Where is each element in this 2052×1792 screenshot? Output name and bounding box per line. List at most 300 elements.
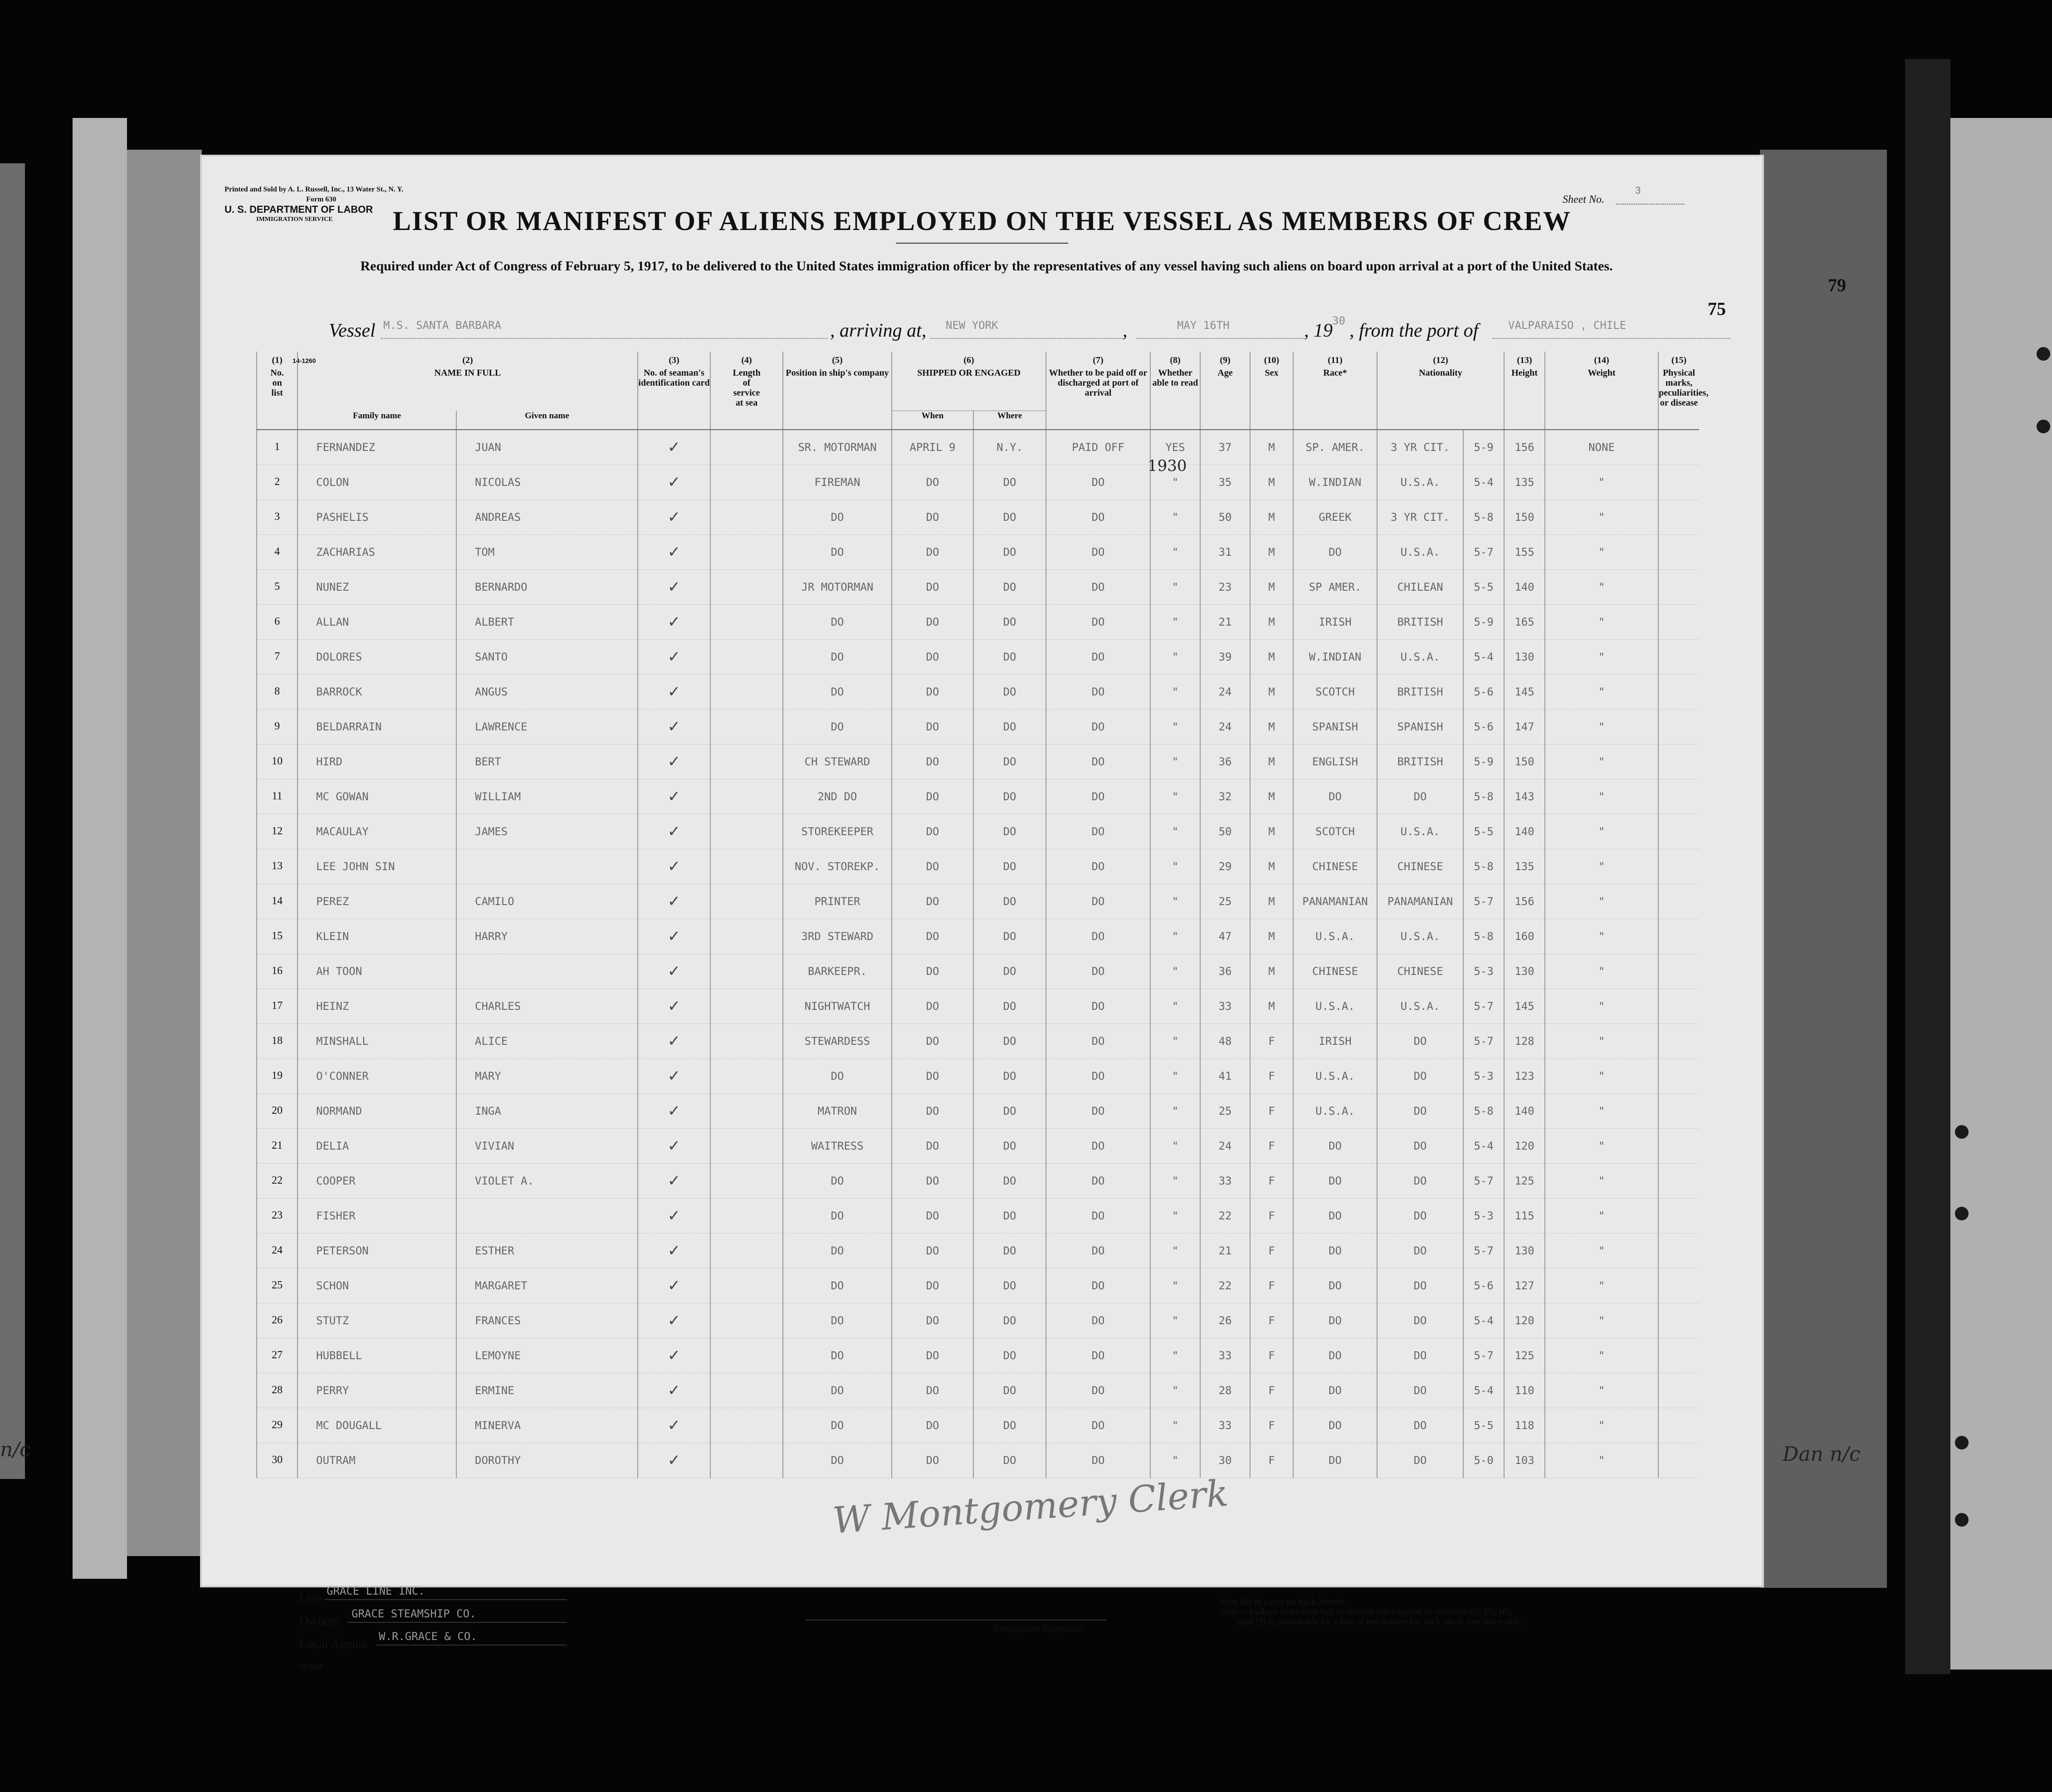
cell-where: DO: [973, 1233, 1046, 1268]
cell-position: NOV. STOREKP.: [783, 849, 892, 884]
cell-weight: 140: [1504, 569, 1545, 604]
cell-age: 31: [1200, 534, 1250, 569]
cell-where: DO: [973, 709, 1046, 744]
col-header-shipped: (6) SHIPPED OR ENGAGED: [892, 352, 1046, 411]
cell-race: SP AMER.: [1293, 569, 1377, 604]
form-subtitle: Required under Act of Congress of February 5, 1917, to be delivered to the United States immigration officer by the representatives of any vessel having such aliens on board upon arrival at a port of the United States.: [360, 259, 1613, 274]
cell-nat: BRITISH: [1377, 604, 1463, 639]
cell-age: 25: [1200, 884, 1250, 919]
cell-family: FERNANDEZ: [298, 430, 456, 465]
cell-where: DO: [973, 1128, 1046, 1163]
cell-race: IRISH: [1293, 604, 1377, 639]
cell-weight: 140: [1504, 814, 1545, 849]
cell-nat: DO: [1377, 1373, 1463, 1408]
cell-sex: M: [1250, 814, 1293, 849]
printer-line: Printed and Sold by A. L. Russell, Inc., 13 Water St., N. Y.: [225, 186, 404, 193]
cell-sex: M: [1250, 639, 1293, 674]
check-icon: ✓: [667, 1241, 681, 1260]
cell-race: PANAMANIAN: [1293, 884, 1377, 919]
cell-where: DO: [973, 674, 1046, 709]
cell-when: DO: [892, 884, 973, 919]
page-number-right: 75: [1708, 299, 1726, 319]
cell-read: ": [1150, 1443, 1200, 1478]
cell-when: DO: [892, 465, 973, 499]
cell-service: [710, 499, 783, 534]
cell-paid: DO: [1046, 1443, 1150, 1478]
cell-sex: F: [1250, 1023, 1293, 1058]
cell-position: JR MOTORMAN: [783, 569, 892, 604]
cell-position: FIREMAN: [783, 465, 892, 499]
cell-where: DO: [973, 884, 1046, 919]
check-icon: ✓: [667, 473, 681, 491]
cell-service: [710, 1408, 783, 1443]
col-header-race: (11) Race*: [1293, 352, 1377, 430]
cell-paid: DO: [1046, 1303, 1150, 1338]
cell-read: ": [1150, 1058, 1200, 1093]
cell-nat: DO: [1377, 1163, 1463, 1198]
cell-extra: [1658, 849, 1699, 884]
cell-nat: CHILEAN: [1377, 569, 1463, 604]
line-label: Line: [299, 1591, 323, 1606]
footnote-fine-2: and (7) is punishable by a fine of ten dollars for each alien. See other side.: [1238, 1617, 1522, 1627]
cell-position: STOREKEEPER: [783, 814, 892, 849]
cell-family: HUBBELL: [298, 1338, 456, 1373]
cell-paid: DO: [1046, 954, 1150, 989]
id-card-check: [638, 1128, 710, 1163]
cell-given: ALBERT: [456, 604, 638, 639]
cell-family: LEE JOHN SIN: [298, 849, 456, 884]
cell-no: 1: [257, 430, 298, 465]
cell-family: PETERSON: [298, 1233, 456, 1268]
table-row: [257, 1093, 1699, 1128]
cell-paid: DO: [1046, 1163, 1150, 1198]
id-card-check: [638, 884, 710, 919]
cell-nat: DO: [1377, 1093, 1463, 1128]
cell-nat: CHINESE: [1377, 954, 1463, 989]
cell-extra: [1658, 919, 1699, 954]
cell-position: NIGHTWATCH: [783, 989, 892, 1023]
id-card-check: [638, 1163, 710, 1198]
cell-age: 24: [1200, 674, 1250, 709]
cell-marks: ": [1545, 534, 1658, 569]
cell-height: 5-9: [1463, 744, 1504, 779]
cell-position: DO: [783, 1338, 892, 1373]
cell-paid: DO: [1046, 1198, 1150, 1233]
cell-age: 21: [1200, 604, 1250, 639]
cell-where: DO: [973, 744, 1046, 779]
cell-given: FRANCES: [456, 1303, 638, 1338]
cell-paid: DO: [1046, 604, 1150, 639]
cell-paid: DO: [1046, 1338, 1150, 1373]
cell-position: SR. MOTORMAN: [783, 430, 892, 465]
cell-service: [710, 674, 783, 709]
cell-age: 26: [1200, 1303, 1250, 1338]
cell-paid: DO: [1046, 569, 1150, 604]
cell-service: [710, 1128, 783, 1163]
cell-height: 5-3: [1463, 1058, 1504, 1093]
cell-extra: [1658, 814, 1699, 849]
cell-sex: M: [1250, 534, 1293, 569]
form-title: LIST OR MANIFEST OF ALIENS EMPLOYED ON THE VESSEL AS MEMBERS OF CREW: [393, 206, 1571, 236]
cell-nat: 3 YR CIT.: [1377, 430, 1463, 465]
cell-no: 5: [257, 569, 298, 604]
check-icon: ✓: [667, 997, 681, 1015]
cell-position: DO: [783, 604, 892, 639]
cell-height: 5-4: [1463, 1303, 1504, 1338]
margin-note-right: Dan n/c: [1783, 1443, 1861, 1466]
cell-service: [710, 1338, 783, 1373]
owners-label: Owners: [299, 1614, 339, 1628]
cell-marks: ": [1545, 989, 1658, 1023]
cell-age: 37: [1200, 430, 1250, 465]
cell-nat: 3 YR CIT.: [1377, 499, 1463, 534]
cell-position: DO: [783, 674, 892, 709]
cell-extra: [1658, 744, 1699, 779]
cell-read: ": [1150, 1373, 1200, 1408]
cell-when: DO: [892, 1163, 973, 1198]
table-row: [257, 1023, 1699, 1058]
cell-height: 5-4: [1463, 1128, 1504, 1163]
cell-no: 15: [257, 919, 298, 954]
cell-nat: U.S.A.: [1377, 534, 1463, 569]
cell-when: DO: [892, 1303, 973, 1338]
cell-where: DO: [973, 534, 1046, 569]
agents-value: W.R.GRACE & CO.: [379, 1630, 477, 1643]
id-card-check: [638, 849, 710, 884]
cell-weight: 165: [1504, 604, 1545, 639]
cell-family: ALLAN: [298, 604, 456, 639]
cell-service: [710, 1233, 783, 1268]
check-icon: ✓: [667, 543, 681, 561]
col-header-service: (4) Length of service at sea: [710, 352, 783, 430]
cell-marks: ": [1545, 1233, 1658, 1268]
table-row: [257, 1338, 1699, 1373]
table-row: [257, 989, 1699, 1023]
cell-family: O'CONNER: [298, 1058, 456, 1093]
cell-age: 33: [1200, 1338, 1250, 1373]
id-card-check: [638, 814, 710, 849]
check-icon: ✓: [667, 857, 681, 876]
cell-no: 20: [257, 1093, 298, 1128]
cell-where: DO: [973, 1303, 1046, 1338]
inspector-label: Immigrant Inspector.: [993, 1623, 1085, 1635]
owners-value: GRACE STEAMSHIP CO.: [352, 1607, 476, 1620]
cell-age: 29: [1200, 849, 1250, 884]
cell-weight: 145: [1504, 989, 1545, 1023]
cell-position: DO: [783, 1443, 892, 1478]
check-icon: ✓: [667, 1206, 681, 1225]
department-label: U. S. DEPARTMENT OF LABOR: [225, 204, 373, 215]
cell-family: SCHON: [298, 1268, 456, 1303]
table-row: [257, 1233, 1699, 1268]
cell-height: 5-8: [1463, 499, 1504, 534]
cell-where: DO: [973, 919, 1046, 954]
cell-nat: DO: [1377, 1338, 1463, 1373]
cell-race: W.INDIAN: [1293, 465, 1377, 499]
id-card-check: [638, 919, 710, 954]
cell-paid: DO: [1046, 1023, 1150, 1058]
comma: ,: [1123, 320, 1128, 341]
cell-given: NICOLAS: [456, 465, 638, 499]
id-card-check: [638, 1233, 710, 1268]
cell-nat: U.S.A.: [1377, 465, 1463, 499]
cell-service: [710, 1268, 783, 1303]
cell-position: DO: [783, 1373, 892, 1408]
cell-no: 9: [257, 709, 298, 744]
cell-marks: ": [1545, 1373, 1658, 1408]
cell-read: ": [1150, 499, 1200, 534]
cell-service: [710, 884, 783, 919]
cell-extra: [1658, 465, 1699, 499]
cell-when: DO: [892, 1023, 973, 1058]
cell-sex: F: [1250, 1128, 1293, 1163]
cell-position: DO: [783, 1198, 892, 1233]
cell-where: DO: [973, 1408, 1046, 1443]
cell-extra: [1658, 1128, 1699, 1163]
cell-read: ": [1150, 709, 1200, 744]
id-card-check: [638, 1093, 710, 1128]
cell-service: [710, 1198, 783, 1233]
cell-no: 29: [257, 1408, 298, 1443]
cell-sex: M: [1250, 884, 1293, 919]
cell-given: CHARLES: [456, 989, 638, 1023]
check-icon: ✓: [667, 752, 681, 771]
cell-when: DO: [892, 569, 973, 604]
cell-given: SANTO: [456, 639, 638, 674]
binder-edge-right: [1905, 59, 1950, 1674]
page-number-left: 79: [1828, 275, 1846, 295]
cell-marks: ": [1545, 919, 1658, 954]
cell-race: DO: [1293, 534, 1377, 569]
cell-service: [710, 919, 783, 954]
cell-family: PEREZ: [298, 884, 456, 919]
cell-age: 32: [1200, 779, 1250, 814]
cell-given: [456, 849, 638, 884]
cell-marks: ": [1545, 954, 1658, 989]
cell-sex: F: [1250, 1338, 1293, 1373]
cell-where: DO: [973, 465, 1046, 499]
cell-family: MC DOUGALL: [298, 1408, 456, 1443]
cell-age: 21: [1200, 1233, 1250, 1268]
cell-family: PASHELIS: [298, 499, 456, 534]
cell-service: [710, 709, 783, 744]
cell-race: W.INDIAN: [1293, 639, 1377, 674]
cell-height: 5-8: [1463, 779, 1504, 814]
cell-sex: M: [1250, 919, 1293, 954]
cell-position: DO: [783, 1058, 892, 1093]
cell-nat: DO: [1377, 1233, 1463, 1268]
cell-weight: 110: [1504, 1373, 1545, 1408]
cell-age: 30: [1200, 1443, 1250, 1478]
check-icon: ✓: [667, 1067, 681, 1085]
cell-race: SPANISH: [1293, 709, 1377, 744]
cell-age: 33: [1200, 1163, 1250, 1198]
punch-hole: [1955, 1436, 1969, 1449]
cell-paid: PAID OFF: [1046, 430, 1150, 465]
id-card-check: [638, 1443, 710, 1478]
cell-when: DO: [892, 1233, 973, 1268]
cell-height: 5-5: [1463, 1408, 1504, 1443]
cell-extra: [1658, 1443, 1699, 1478]
check-icon: ✓: [667, 508, 681, 526]
cell-extra: [1658, 1303, 1699, 1338]
footnote-fine-1: Note.—Failure to furnish full or correct information in columns (2), (5), (6),: [1220, 1607, 1512, 1617]
table-row: [257, 534, 1699, 569]
cell-paid: DO: [1046, 1058, 1150, 1093]
cell-service: [710, 1058, 783, 1093]
cell-when: DO: [892, 1373, 973, 1408]
check-icon: ✓: [667, 682, 681, 701]
cell-marks: ": [1545, 604, 1658, 639]
cell-read: ": [1150, 814, 1200, 849]
check-icon: ✓: [667, 1311, 681, 1330]
cell-given: WILLIAM: [456, 779, 638, 814]
cell-marks: ": [1545, 499, 1658, 534]
cell-nat: PANAMANIAN: [1377, 884, 1463, 919]
cell-nat: U.S.A.: [1377, 989, 1463, 1023]
cell-when: APRIL 9: [892, 430, 973, 465]
cell-height: 5-4: [1463, 465, 1504, 499]
cell-age: 36: [1200, 954, 1250, 989]
cell-age: 22: [1200, 1198, 1250, 1233]
cell-height: 5-7: [1463, 1023, 1504, 1058]
cell-read: ": [1150, 1268, 1200, 1303]
cell-position: STEWARDESS: [783, 1023, 892, 1058]
cell-no: 25: [257, 1268, 298, 1303]
cell-position: DO: [783, 499, 892, 534]
cell-marks: ": [1545, 674, 1658, 709]
cell-no: 7: [257, 639, 298, 674]
clerk-signature: W Montgomery Clerk: [831, 1472, 1230, 1542]
inspector-line: [805, 1620, 1107, 1621]
cell-service: [710, 1443, 783, 1478]
table-row: [257, 465, 1699, 499]
sheet-no-label: Sheet No.: [1563, 194, 1604, 206]
cell-extra: [1658, 534, 1699, 569]
cell-given: VIVIAN: [456, 1128, 638, 1163]
cell-sex: M: [1250, 430, 1293, 465]
check-icon: ✓: [667, 1102, 681, 1120]
cell-sex: M: [1250, 674, 1293, 709]
cell-weight: 120: [1504, 1128, 1545, 1163]
cell-service: [710, 779, 783, 814]
check-icon: ✓: [667, 612, 681, 631]
cell-where: DO: [973, 499, 1046, 534]
cell-given: ERMINE: [456, 1373, 638, 1408]
col-header-nationality: (12) Nationality: [1377, 352, 1504, 430]
cell-given: BERT: [456, 744, 638, 779]
cell-no: 14: [257, 884, 298, 919]
cell-service: [710, 849, 783, 884]
cell-position: DO: [783, 1303, 892, 1338]
cell-paid: DO: [1046, 849, 1150, 884]
cell-age: 23: [1200, 569, 1250, 604]
cell-where: DO: [973, 1373, 1046, 1408]
cell-marks: ": [1545, 709, 1658, 744]
cell-age: 24: [1200, 709, 1250, 744]
cell-sex: M: [1250, 569, 1293, 604]
cell-race: DO: [1293, 1268, 1377, 1303]
cell-height: 5-5: [1463, 569, 1504, 604]
cell-paid: DO: [1046, 709, 1150, 744]
cell-extra: [1658, 1233, 1699, 1268]
cell-sex: F: [1250, 1093, 1293, 1128]
cell-weight: 140: [1504, 1093, 1545, 1128]
from-label: , from the port of: [1349, 320, 1479, 341]
cell-marks: ": [1545, 1023, 1658, 1058]
cell-no: 26: [257, 1303, 298, 1338]
cell-family: COOPER: [298, 1163, 456, 1198]
line-underline: [324, 1599, 567, 1600]
sheet-no-underline: [1616, 204, 1684, 205]
cell-position: DO: [783, 534, 892, 569]
cell-family: HEINZ: [298, 989, 456, 1023]
cell-marks: ": [1545, 639, 1658, 674]
cell-race: DO: [1293, 1408, 1377, 1443]
cell-where: DO: [973, 569, 1046, 604]
check-icon: ✓: [667, 1171, 681, 1190]
table-row: [257, 1198, 1699, 1233]
cell-given: MARGARET: [456, 1268, 638, 1303]
agents-label: Local Agents: [299, 1637, 367, 1651]
cell-paid: DO: [1046, 534, 1150, 569]
cell-weight: 150: [1504, 499, 1545, 534]
id-card-check: [638, 534, 710, 569]
cell-service: [710, 534, 783, 569]
cell-service: [710, 465, 783, 499]
form-number: Form 630: [306, 196, 337, 203]
id-card-check: [638, 1408, 710, 1443]
cell-sex: M: [1250, 849, 1293, 884]
cell-where: DO: [973, 814, 1046, 849]
id-card-check: [638, 569, 710, 604]
cell-race: SP. AMER.: [1293, 430, 1377, 465]
cell-no: 18: [257, 1023, 298, 1058]
cell-when: DO: [892, 814, 973, 849]
cell-when: DO: [892, 1128, 973, 1163]
cell-paid: DO: [1046, 1268, 1150, 1303]
cell-marks: ": [1545, 779, 1658, 814]
cell-race: SCOTCH: [1293, 674, 1377, 709]
table-row: [257, 1058, 1699, 1093]
arrival-date: MAY 16TH: [1177, 319, 1230, 332]
cell-height: 5-9: [1463, 430, 1504, 465]
cell-family: OUTRAM: [298, 1443, 456, 1478]
cell-when: DO: [892, 499, 973, 534]
cell-age: 24: [1200, 1128, 1250, 1163]
cell-when: DO: [892, 1338, 973, 1373]
cell-when: DO: [892, 954, 973, 989]
cell-read: ": [1150, 1303, 1200, 1338]
cell-marks: ": [1545, 884, 1658, 919]
cell-read: ": [1150, 744, 1200, 779]
cell-race: DO: [1293, 1373, 1377, 1408]
col-header-position: (5) Position in ship's company: [783, 352, 892, 430]
cell-race: DO: [1293, 1233, 1377, 1268]
cell-paid: DO: [1046, 465, 1150, 499]
cell-race: CHINESE: [1293, 849, 1377, 884]
title-rule: [896, 243, 1068, 244]
cell-marks: ": [1545, 569, 1658, 604]
cell-where: DO: [973, 604, 1046, 639]
table-row: [257, 569, 1699, 604]
cell-where: DO: [973, 849, 1046, 884]
cell-when: DO: [892, 1198, 973, 1233]
cell-race: U.S.A.: [1293, 989, 1377, 1023]
cell-sex: F: [1250, 1443, 1293, 1478]
id-card-check: [638, 674, 710, 709]
cell-nat: DO: [1377, 1303, 1463, 1338]
